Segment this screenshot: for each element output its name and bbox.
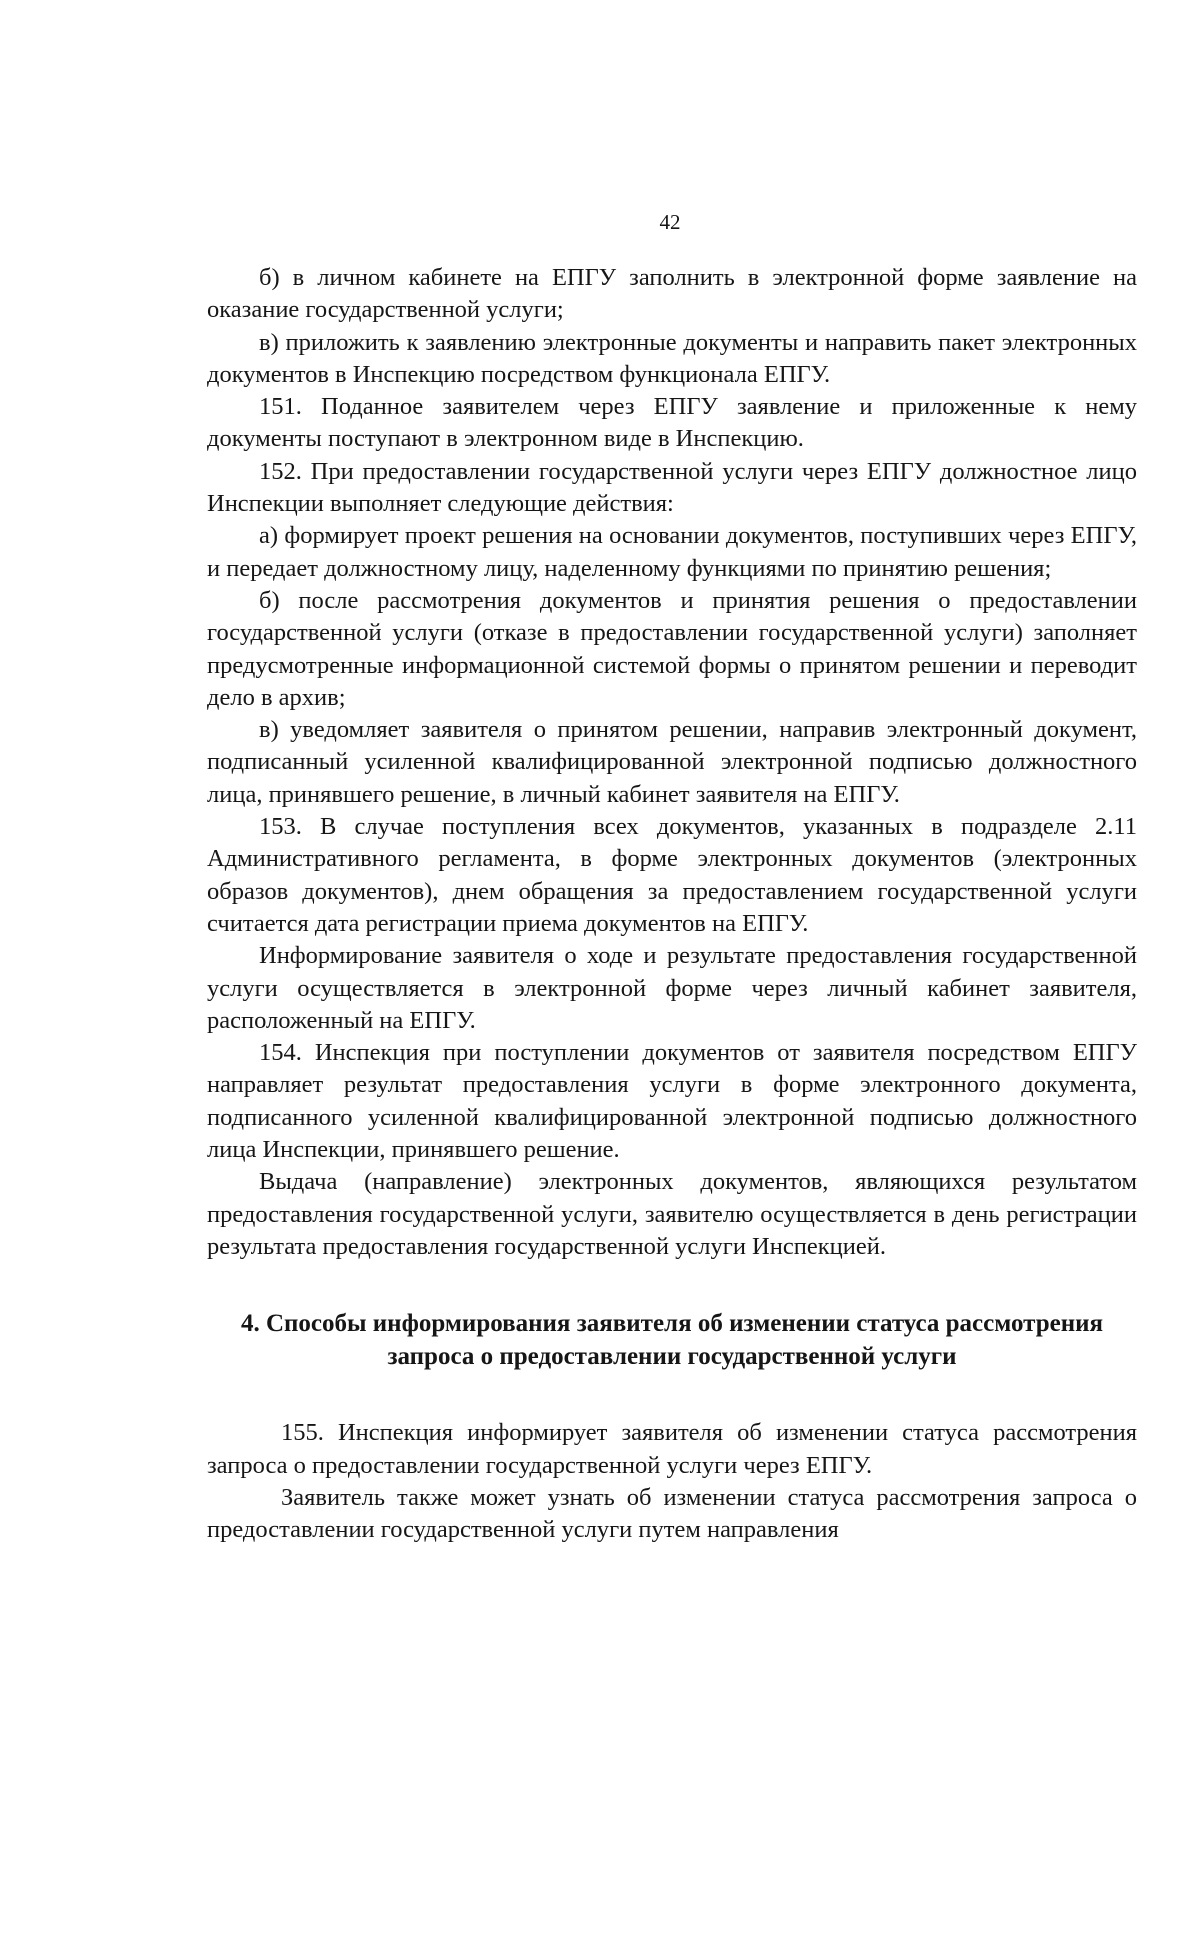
paragraph-155: 155. Инспекция информирует заявителя об изменении статуса рассмотрения запроса о предоставлении государственной услуги через ЕПГУ. (207, 1419, 1137, 1479)
paragraph-152: 152. При предоставлении государственной услуги через ЕПГУ должностное лицо Инспекции выполняет следующие действия: (207, 457, 1137, 518)
section-heading: 4. Способы информирования заявителя об изменении статуса рассмотрения запроса о предоставлении государственной услуги (240, 1310, 1104, 1371)
paragraph-154: 154. Инспекция при поступлении документов от заявителя посредством ЕПГУ направляет результат предоставления услуги в форме электронного документа, подписанного усиленной квалифицированной электронной подписью должностного лица Инспекции, принявшего решение. (207, 1039, 1137, 1164)
paragraph-151: 151. Поданное заявителем через ЕПГУ заявление и приложенные к нему документы поступают в электронном виде в Инспекцию. (207, 393, 1137, 453)
paragraph-153-informing: Информирование заявителя о ходе и результате предоставления государственной услуги осуществляется в электронной форме через личный кабинет заявителя, расположенный на ЕПГУ. (207, 942, 1137, 1034)
document-body (207, 262, 1137, 1546)
page-number: 42 (659, 210, 681, 234)
paragraph-item-v-attach-documents: в) приложить к заявлению электронные документы и направить пакет электронных документов в Инспекцию посредством функционала ЕПГУ. (207, 328, 1137, 388)
paragraph-item-b-personal-cabinet: б) в личном кабинете на ЕПГУ заполнить в электронной форме заявление на оказание государственной услуги; (207, 264, 1137, 324)
paragraph-153: 153. В случае поступления всех документов, указанных в подразделе 2.11 Административного регламента, в форме электронных документов (электронных образов документов), днем обращения за предоставлением государственной услуги считается дата регистрации приема документов на ЕПГУ. (207, 813, 1137, 937)
paragraph-152-item-b: б) после рассмотрения документов и принятия решения о предоставлении государственной услуги (отказе в предоставлении государственной услуги) заполняет предусмотренные информационной системой формы о принятом решении и переводит дело в архив; (207, 586, 1137, 711)
paragraph-152-item-a: а) формирует проект решения на основании документов, поступивших через ЕПГУ, и передает должностному лицу, наделенному функциями по принятию решения; (207, 522, 1137, 582)
paragraph-155-applicant: Заявитель также может узнать об изменении статуса рассмотрения запроса о предоставлении государственной услуги путем направления (207, 1483, 1137, 1544)
paragraph-152-item-v: в) уведомляет заявителя о принятом решении, направив электронный документ, подписанный усиленной квалифицированной электронной подписью должностного лица, принявшего решение, в личный кабинет заявителя на ЕПГУ. (207, 716, 1137, 808)
section-4-body (207, 1417, 1137, 1546)
paragraph-154-issuance: Выдача (направление) электронных документов, являющихся результатом предоставления государственной услуги, заявителю осуществляется в день регистрации результата предоставления государственной услуги Инспекцией. (207, 1168, 1137, 1260)
